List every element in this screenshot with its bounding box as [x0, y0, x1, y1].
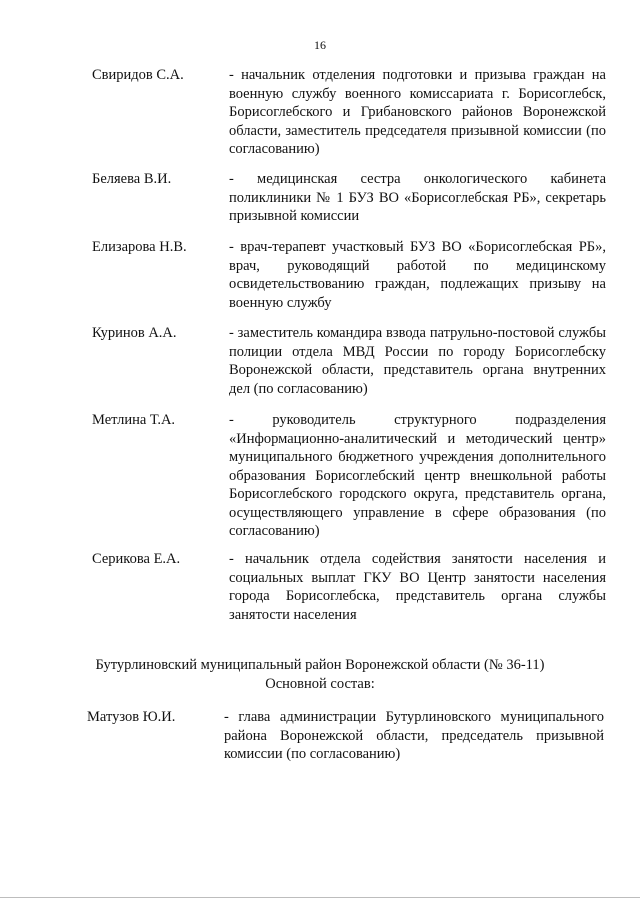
member-name: Беляева В.И.: [92, 171, 172, 187]
member-name: Матузов Ю.И.: [87, 709, 176, 725]
member-name: Серикова Е.А.: [92, 551, 181, 567]
member-role: - заместитель командира взвода патрульно-постовой службы полиции отдела МВД России по городу Борисоглебску Воронежской области, представитель органа внутренних дел (по согласованию): [229, 325, 606, 397]
page-number: 16: [314, 38, 326, 52]
section-title: Бутурлиновский муниципальный район Воронежской области (№ 36-11): [95, 657, 545, 673]
member-role: - начальник отделения подготовки и призыва граждан на военную службу военного комиссариата г. Борисоглебск, Борисоглебского и Грибановского районов Воронежской области, заместитель председателя призывной комиссии (по согласованию): [229, 67, 606, 157]
member-name: Елизарова Н.В.: [92, 239, 187, 255]
member-name: Куринов А.А.: [92, 325, 177, 341]
member-name: Свиридов С.А.: [92, 67, 184, 83]
section-subtitle: Основной состав:: [265, 675, 375, 692]
member-name: Метлина Т.А.: [92, 412, 176, 428]
member-role: - глава администрации Бутурлиновского муниципального района Воронежской области, председатель призывной комиссии (по согласованию): [224, 709, 604, 762]
member-role: - медицинская сестра онкологического кабинета поликлиники № 1 БУЗ ВО «Борисоглебская РБ», секретарь призывной комиссии: [229, 171, 606, 224]
member-role: - врач-терапевт участковый БУЗ ВО «Борисоглебская РБ», врач, руководящий работой по медицинскому освидетельствованию граждан, подлежащих призыву на военную службу: [229, 239, 606, 311]
member-role: - начальник отдела содействия занятости населения и социальных выплат ГКУ ВО Центр занятости населения города Борисоглебска, представитель органа службы занятости населения: [229, 551, 606, 623]
member-role: - руководитель структурного подразделения «Информационно-аналитический и методический центр» муниципального бюджетного учреждения дополнительного образования Борисоглебский центр внешкольной работы Борисоглебского городского округа, представитель органа, осуществляющего управление в сфере образования (по согласованию): [229, 412, 606, 539]
section-heading: [0, 656, 640, 693]
page-bottom-rule: [0, 897, 640, 898]
